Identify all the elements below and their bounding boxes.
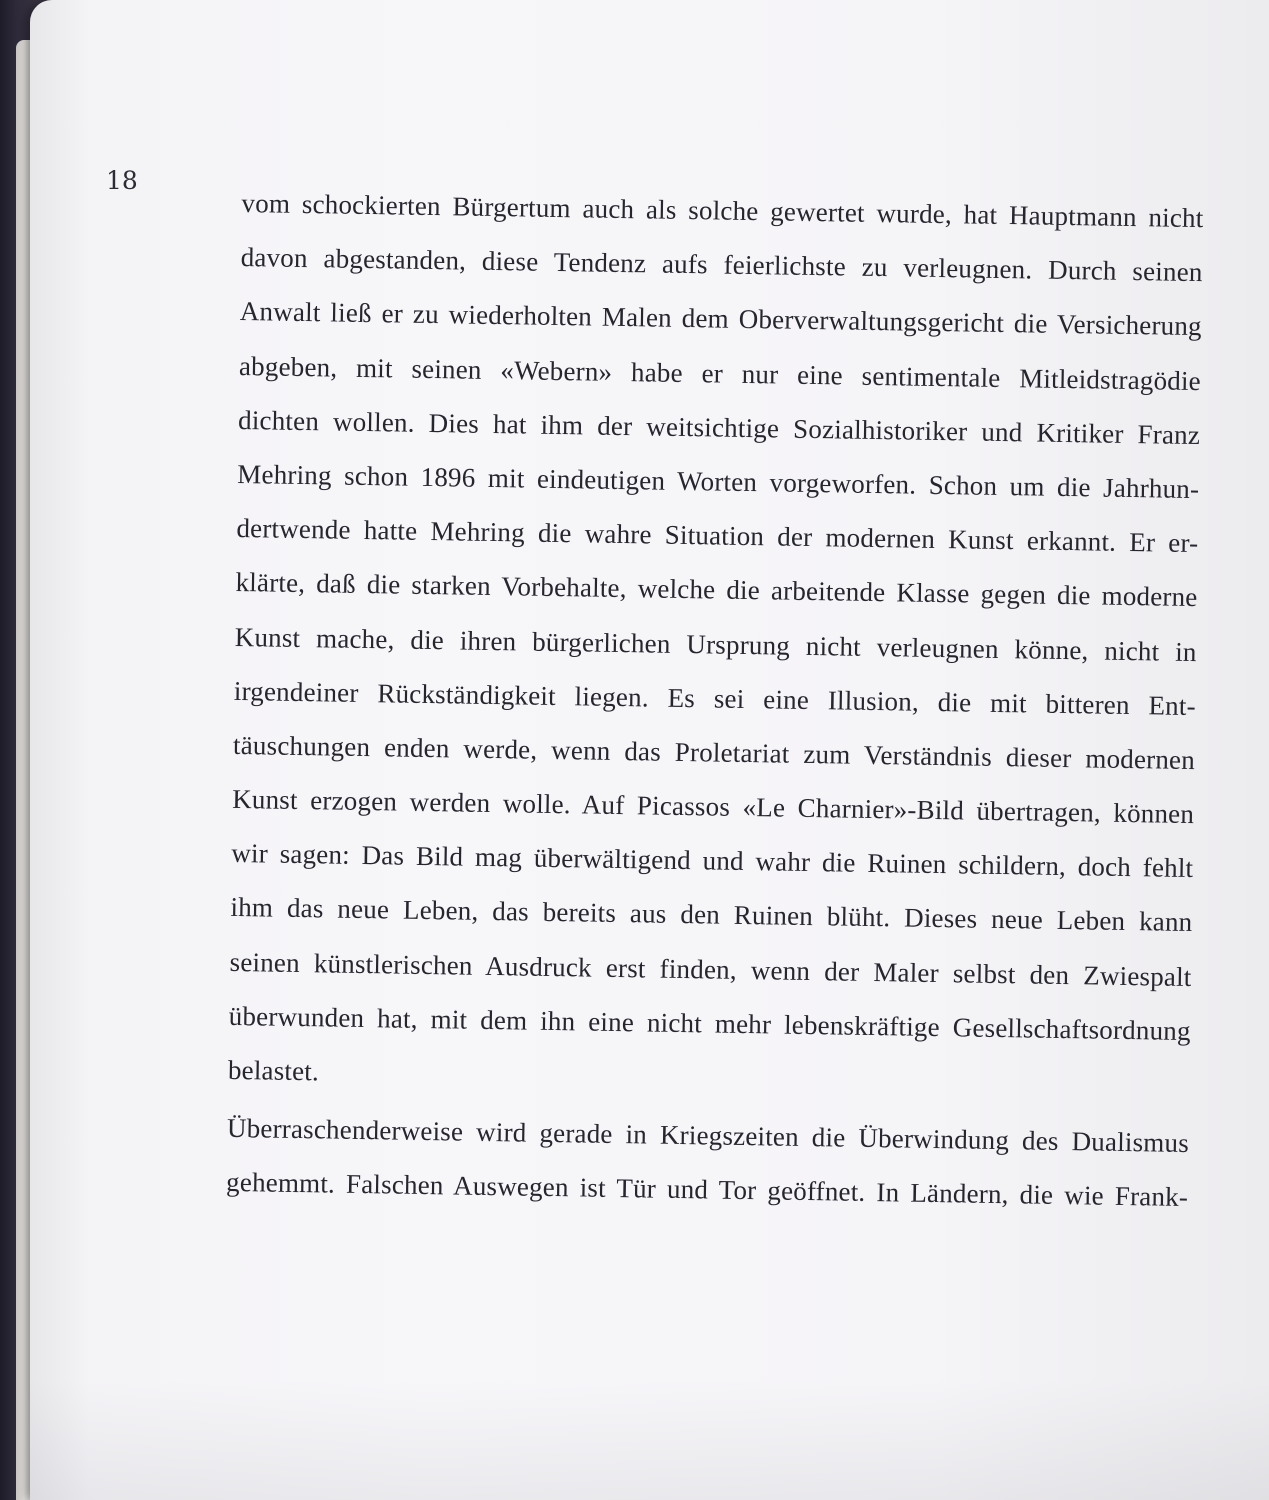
paragraph-2 — [226, 1101, 1190, 1224]
text-line: Überraschenderweise wird gerade in Kriegszeiten die Überwindung des Dualismus — [226, 1113, 1190, 1159]
text-line: überwunden hat, mit dem ihn eine nicht mehr lebenskräftige Gesellschaftsordnung — [228, 1000, 1191, 1046]
text-line: seinen künstlerischen Ausdruck erst finden, wenn der Maler selbst den Zwiespalt — [229, 946, 1192, 992]
text-line: abgeben, mit seinen «Webern» habe er nur eine sentimentale Mitleidstragödie — [238, 350, 1202, 396]
text-line: belastet. — [227, 1054, 320, 1087]
text-line: Kunst erzogen werden wolle. Auf Picassos «Le Charnier»-Bild übertragen, können — [231, 783, 1195, 830]
text-line: klärte, daß die starken Vorbehalte, welche die arbeitende Klasse gegen die moderne — [235, 567, 1198, 613]
paragraph-1 — [228, 176, 1204, 1112]
page-number: 18 — [106, 166, 138, 195]
text-line: Mehring schon 1896 mit eindeutigen Worten vorgeworfen. Schon um die Jahrhun- — [237, 458, 1200, 505]
book-page — [30, 0, 1269, 1500]
text-line: vom schockierten Bürgertum auch als solche gewertet wurde, hat Hauptmann nicht — [241, 187, 1204, 234]
text-line: davon abgestanden, diese Tendenz aufs feierlichste zu verleugnen. Durch seinen — [240, 242, 1203, 288]
text-line: irgendeiner Rückständigkeit liegen. Es sei eine Illusion, die mit bitteren Ent- — [233, 675, 1197, 721]
text-line: Anwalt ließ er zu wiederholten Malen dem Oberverwaltungsgericht die Versicherung — [239, 296, 1202, 342]
text-line: täuschungen enden werde, wenn das Proletariat zum Verständnis dieser modernen — [232, 729, 1196, 775]
text-line: ihm das neue Leben, das bereits aus den Ruinen blüht. Dieses neue Leben kann — [230, 892, 1193, 938]
text-line: dertwende hatte Mehring die wahre Situation der modernen Kunst erkannt. Er er- — [236, 513, 1199, 559]
body-text — [226, 176, 1204, 1225]
text-line: dichten wollen. Dies hat ihm der weitsichtige Sozialhistoriker und Kritiker Franz — [237, 404, 1201, 450]
text-line: Kunst mache, die ihren bürgerlichen Ursprung nicht verleugnen könne, nicht in — [234, 621, 1197, 667]
text-line: wir sagen: Das Bild mag überwältigend und wahr die Ruinen schildern, doch fehlt — [231, 838, 1194, 884]
text-line: gehemmt. Falschen Auswegen ist Tür und Tor geöffnet. In Ländern, die wie Frank- — [225, 1167, 1189, 1213]
